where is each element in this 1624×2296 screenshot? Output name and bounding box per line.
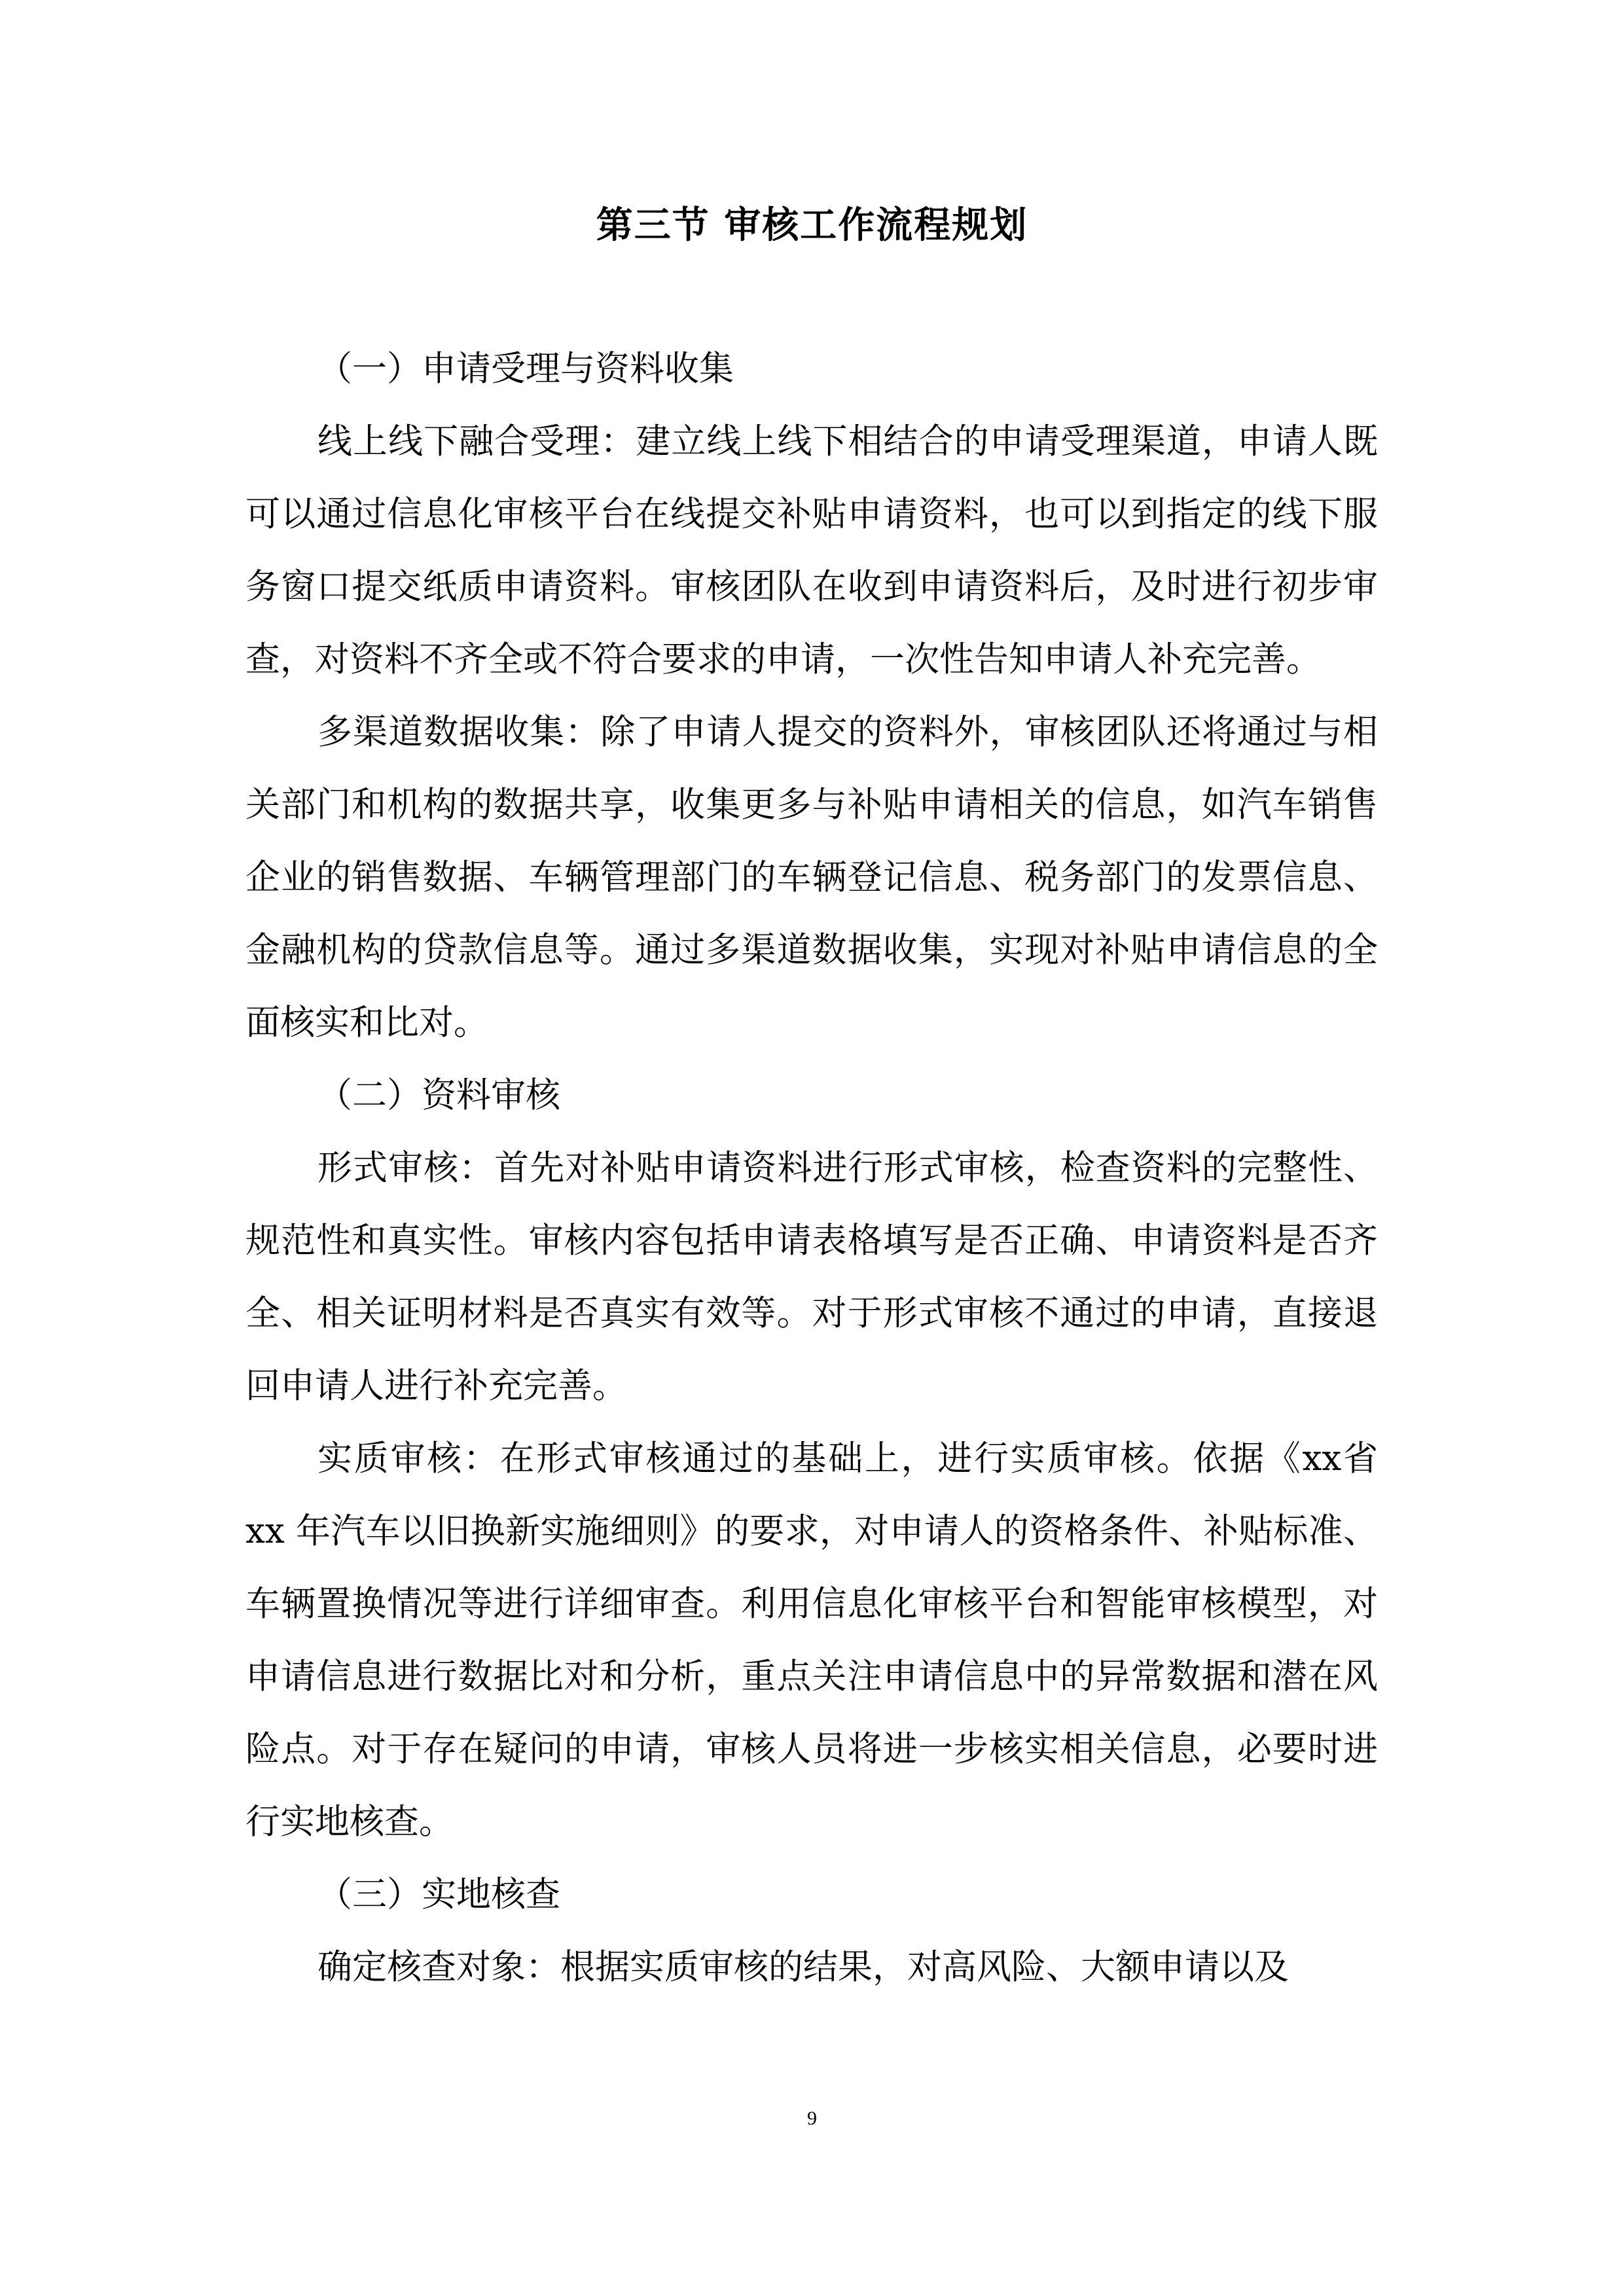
section-title: 第三节 审核工作流程规划: [596, 204, 1028, 247]
paragraph-inspection-targets: 确定核查对象：根据实质审核的结果，对高风险、大额申请以及: [317, 1947, 1289, 1987]
subheading-2: （二）资料审核: [317, 1075, 560, 1115]
paragraph-multichannel-data: 多渠道数据收集：除了申请人提交的资料外，审核团队还将通过与相关部门和机构的数据共享，收集更多与补贴申请相关的信息，如汽车销售企业的销售数据、车辆管理部门的车辆登记信息、税务部门的发票信息、金融机构的贷款信息等。通过多渠道数据收集，实现对补贴申请信息的全面核实和比对。: [245, 712, 1378, 1043]
page-number: 9: [807, 2108, 817, 2129]
paragraph-online-offline: 线上线下融合受理：建立线上线下相结合的申请受理渠道，申请人既可以通过信息化审核平台在线提交补贴申请资料，也可以到指定的线下服务窗口提交纸质申请资料。审核团队在收到申请资料后，及时进行初步审查，对资料不齐全或不符合要求的申请，一次性告知申请人补充完善。: [245, 422, 1378, 679]
body-text: [245, 332, 1378, 2003]
paragraph-formal-review: 形式审核：首先对补贴申请资料进行形式审核，检查资料的完整性、规范性和真实性。审核内容包括申请表格填写是否正确、申请资料是否齐全、相关证明材料是否真实有效等。对于形式审核不通过的申请，直接退回申请人进行补充完善。: [245, 1148, 1378, 1406]
subheading-1: （一）申请受理与资料收集: [317, 349, 734, 389]
paragraph-substantive-review: 实质审核：在形式审核通过的基础上，进行实质审核。依据《xx省 xx 年汽车以旧换新实施细则》的要求，对申请人的资格条件、补贴标准、车辆置换情况等进行详细审查。利用信息化审核平台和智能审核模型，对申请信息进行数据比对和分析，重点关注申请信息中的异常数据和潜在风险点。对于存在疑问的申请，审核人员将进一步核实相关信息，必要时进行实地核查。: [245, 1439, 1378, 1842]
subheading-3: （三）实地核查: [317, 1874, 560, 1914]
